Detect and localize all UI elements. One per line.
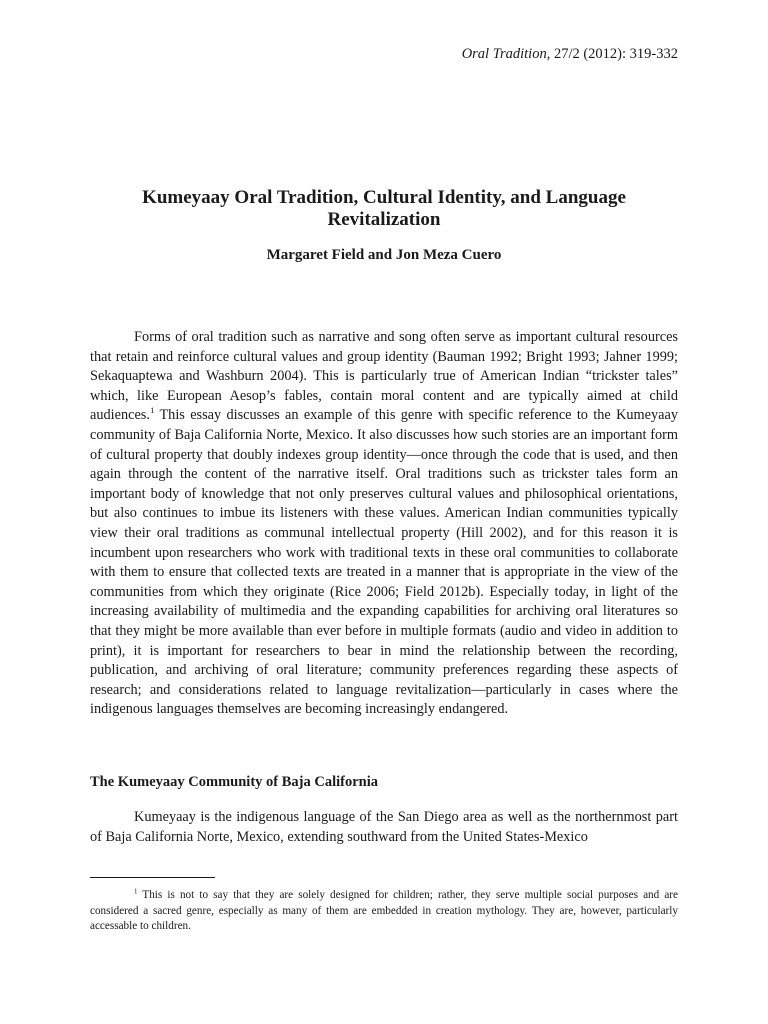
paragraph-1-text-b: This essay discusses an example of this genre with specific reference to the Kumeyaay community of Baja California Norte, Mexico. It also discusses how such stories are an important form of cultural property that doubly indexes group identity—once through the code that is used, and then again through the content of the narrative itself. Oral traditions such as trickster tales form an important body of knowledge that not only preserves cultural values and philosophical orientations, but also continues to imbue its listeners with these values. American Indian communities typically view their oral traditions as communal intellectual property (Hill 2002), and for this reason it is incumbent upon researchers who work with traditional texts in these oral communities to collaborate with them to ensure that collected texts are treated in a manner that is appropriate in the view of the communities from which they originate (Rice 2006; Field 2012b). Especially today, in light of the increasing availability of multimedia and the expanding capabilities for archiving oral literatures so that they might be more available than ever before in multiple formats (audio and video in addition to print), it is important for researchers to bear in mind the relationship between the recording, publication, and archiving of oral literature; community preferences regarding these aspects of research; and considerations related to language revitalization—particularly in cases where the indigenous languages themselves are becoming increasingly endangered. <box>90 407 678 718</box>
journal-citation <box>462 46 678 63</box>
body-paragraph-1 <box>90 328 678 720</box>
footnote-divider <box>90 877 215 878</box>
journal-name: Oral Tradition <box>461 46 547 62</box>
footnote-reference[interactable]: 1 <box>149 405 155 416</box>
body-paragraph-2: Kumeyaay is the indigenous language of the San Diego area as well as the northernmost part of Baja California Norte, Mexico, extending southward from the United States-Mexico <box>90 809 678 845</box>
article-authors: Margaret Field and Jon Meza Cuero <box>266 247 502 263</box>
article-title: Kumeyaay Oral Tradition, Cultural Identity, and Language Revitalization <box>142 187 626 230</box>
volume-pages: , 27/2 (2012): 319-332 <box>546 46 678 62</box>
footnote-text: This is not to say that they are solely designed for children; rather, they serve multiple social purposes and are considered a sacred genre, especially as many of them are embedded in creation mythology. They are, however, particularly accessable to children. <box>90 889 678 932</box>
footnote-1 <box>90 888 678 935</box>
paragraph-1-text-a: Forms of oral tradition such as narrative and song often serve as important cultural resources that retain and reinforce cultural values and group identity (Bauman 1992; Bright 1993; Jahner 1999; Sekaquaptewa and Washburn 2004). This is particularly true of American Indian “trickster tales” which, like European Aesop’s fables, contain moral content and are typically aimed at child audiences. <box>90 329 678 424</box>
footnote-marker: 1 <box>134 887 138 896</box>
section-heading: The Kumeyaay Community of Baja California <box>90 774 378 790</box>
